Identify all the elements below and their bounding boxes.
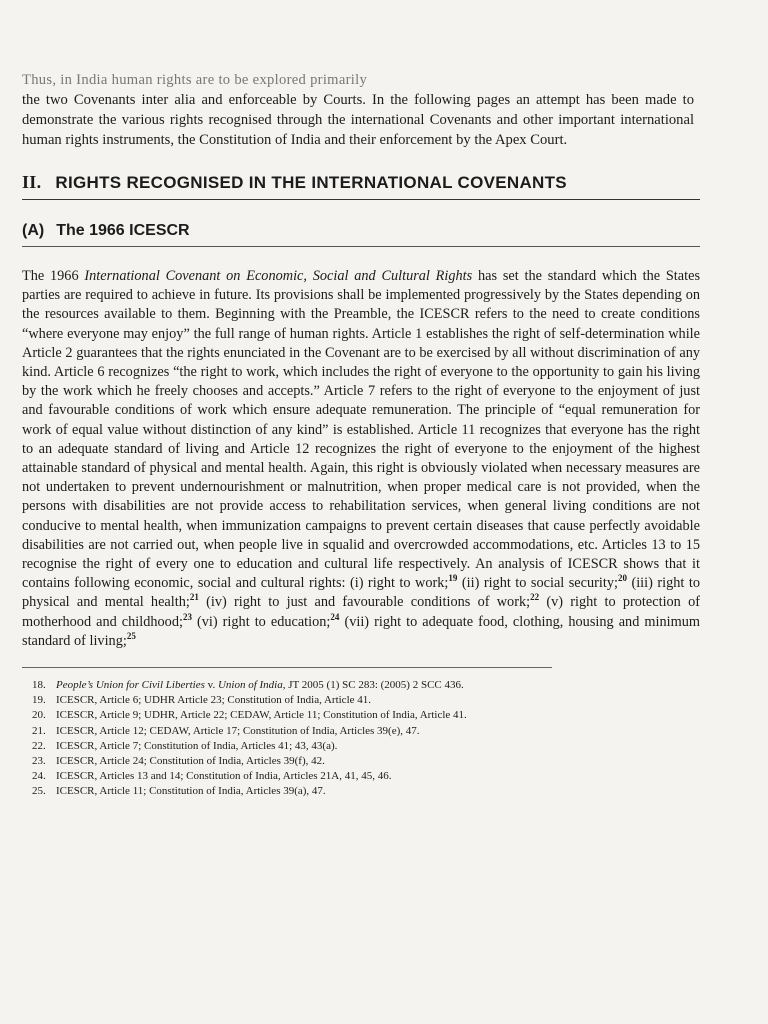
footnote-text: ICESCR, Article 12; CEDAW, Article 17; Constitution of India, Articles 39(e), 47.	[56, 724, 420, 737]
section-title: RIGHTS RECOGNISED IN THE INTERNATIONAL COVENANTS	[55, 173, 567, 192]
footnote-item	[32, 754, 552, 769]
footnote-number: 21.	[32, 724, 46, 737]
footnotes-list	[22, 667, 552, 800]
footnote-case-name: People’s Union for Civil Liberties	[56, 679, 205, 692]
footnote-text: ICESCR, Article 24; Constitution of India, Articles 39(f), 42.	[56, 755, 325, 768]
footnote-number: 23.	[32, 755, 46, 768]
footnote-item	[32, 693, 552, 708]
footnote-ref-22[interactable]: 22	[530, 592, 540, 603]
footnote-ref-20[interactable]: 20	[617, 573, 627, 584]
footnote-text	[56, 678, 464, 693]
footnote-item	[32, 739, 552, 754]
footnote-item	[32, 769, 552, 784]
footnote-versus: v.	[204, 679, 218, 692]
footnote-citation: , JT 2005 (1) SC 283: (2005) 2 SCC 436.	[282, 679, 464, 692]
footnote-text: ICESCR, Article 11; Constitution of India, Articles 39(a), 47.	[56, 785, 326, 798]
intro-text: the two Covenants inter alia and enforceable by Courts. In the following pages an attempt has been made to demonstrate the various rights recognised through the international Covenants and other important international human rights instruments, the Constitution of India and their enforcement by the Apex Court.	[22, 92, 694, 148]
footnote-case-name-2: Union of India	[217, 679, 283, 692]
footnote-number: 19.	[32, 694, 46, 707]
subsection-number: (A)	[22, 222, 45, 239]
footnote-ref-24[interactable]: 24	[330, 611, 340, 622]
footnote-text: ICESCR, Article 7; Constitution of India, Articles 41; 43, 43(a).	[56, 739, 338, 752]
footnote-number: 22.	[32, 739, 46, 752]
body-paragraph	[22, 267, 700, 651]
footnote-number: 25.	[32, 785, 46, 798]
body-text-c: (iii) right to physical and mental health;	[22, 575, 700, 611]
body-text-e: (v) right to protection of motherhood and childhood;	[22, 594, 700, 630]
section-number: II.	[22, 172, 42, 192]
intro-paragraph	[22, 70, 700, 150]
footnote-number: 20.	[32, 709, 46, 722]
section-heading	[22, 172, 700, 200]
footnote-number: 18.	[32, 679, 46, 692]
intro-partial-line: Thus, in India human rights are to be explored primarily	[22, 72, 368, 88]
footnote-item	[32, 724, 552, 739]
footnote-ref-21[interactable]: 21	[189, 592, 199, 603]
covenant-title: International Covenant on Economic, Social and Cultural Rights	[84, 268, 473, 284]
footnote-item	[32, 784, 552, 799]
footnote-text: ICESCR, Articles 13 and 14; Constitution of India, Articles 21A, 41, 45, 46.	[56, 770, 392, 783]
body-text-f: (vi) right to education;	[191, 613, 331, 630]
footnote-ref-19[interactable]: 19	[448, 573, 458, 584]
footnote-ref-23[interactable]: 23	[182, 611, 192, 622]
body-text-g: (vii) right to adequate food, clothing, housing and minimum standard of living;	[22, 613, 700, 649]
footnote-item	[32, 678, 552, 693]
body-intro-word: The 1966	[22, 268, 79, 284]
body-text-d: (iv) right to just and favourable conditions of work;	[198, 594, 531, 611]
footnote-text: ICESCR, Article 9; UDHR, Article 22; CEDAW, Article 11; Constitution of India, Article 41.	[56, 709, 467, 722]
footnote-item	[32, 708, 552, 723]
subsection-heading	[22, 222, 700, 247]
footnote-text: ICESCR, Article 6; UDHR Article 23; Constitution of India, Article 41.	[56, 694, 372, 707]
body-text-b: (ii) right to social security;	[457, 575, 618, 592]
footnote-ref-25[interactable]: 25	[126, 631, 136, 642]
footnote-number: 24.	[32, 770, 46, 783]
body-text-a: has set the standard which the States parties are required to achieve in future. Its provisions shall be implemented progressively by the States depending on the resources available to them. Beginning with the Preamble, the ICESCR refers to the need to create conditions “where everyone may enjoy” the full range of human rights. Article 1 establishes the right of self-determination while Article 2 guarantees that the rights enunciated in the Covenant are to be exercised by all without discrimination of any kind. Article 6 recognizes “the right to work, which includes the right of everyone to the opportunity to gain his living by the work which he freely chooses and accepts.” Article 7 refers to the right of everyone to the enjoyment of just and favourable conditions of work which ensure adequate remuneration. The principle of “equal remuneration for work of equal value without distinction of any kind” is established. Article 11 recognizes that everyone has the right to an adequate standard of living and Article 12 recognizes the right of everyone to the enjoyment of the highest attainable standard of physical and mental health. Again, this right is obviously violated when necessary measures are not undertaken to prevent undernourishment or malnutrition, when proper medical care is not provided, when the persons with disabilities are not provide access to rehabilitation services, when general living conditions are not conducive to mental health, when immunization campaigns to prevent certain diseases that cause perfectly avoidable disabilities are not carried out, when people live in squalid and overcrowded accommodations, etc. Articles 13 to 15 recognise the right of every one to education and cultural life respectively. An analysis of ICESCR shows that it contains following economic, social and cultural rights: (i) right to work;	[22, 268, 701, 592]
subsection-title: The 1966 ICESCR	[56, 222, 190, 239]
